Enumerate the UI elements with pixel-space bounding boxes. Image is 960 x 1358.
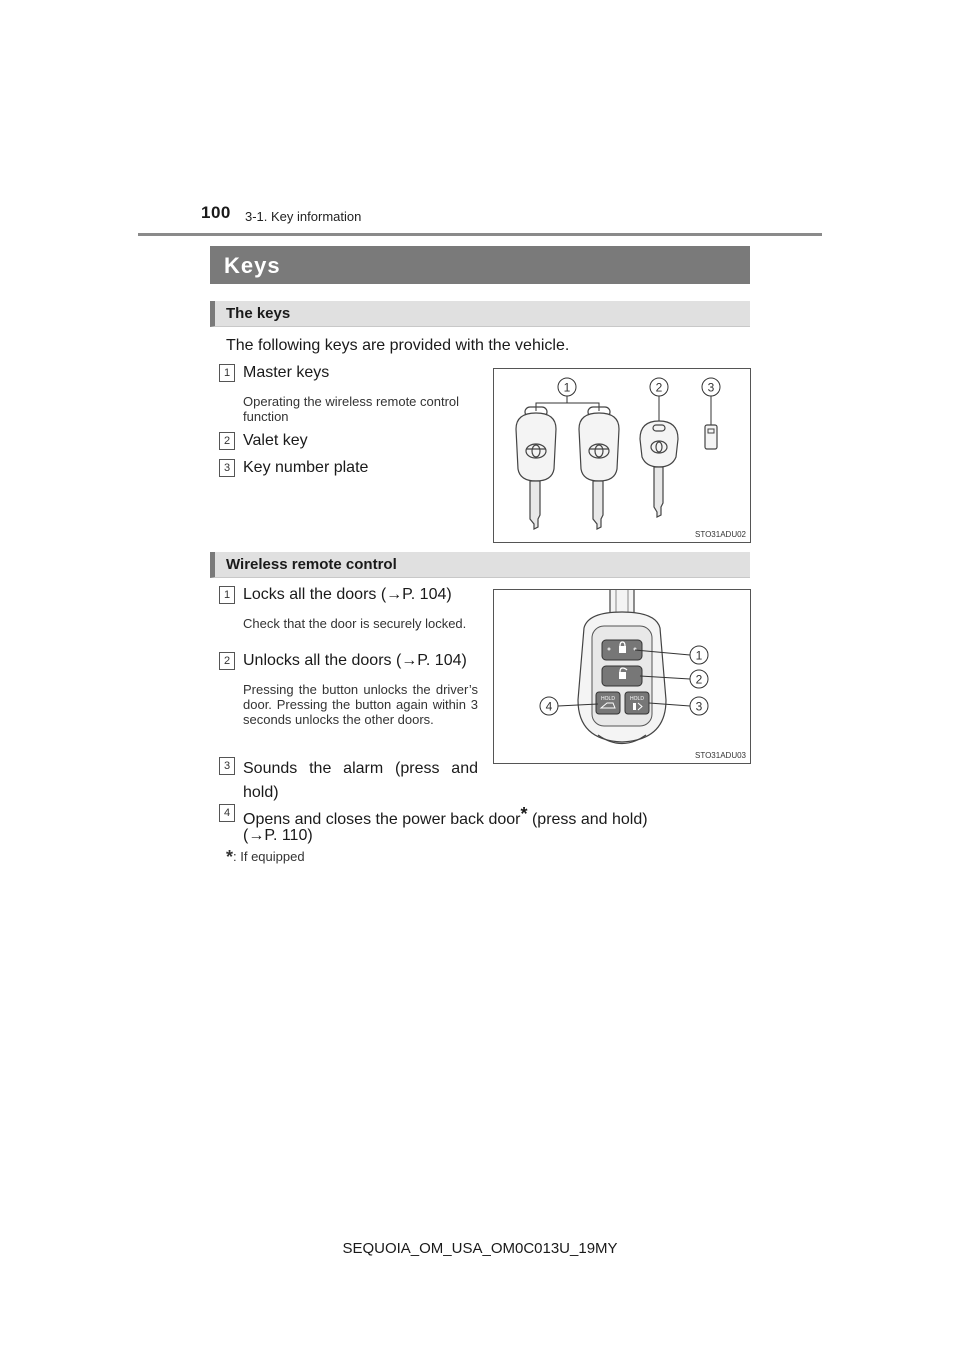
item-label-back-door	[243, 804, 648, 829]
item-number: 1	[219, 364, 235, 382]
breadcrumb: 3-1. Key information	[245, 209, 362, 224]
section-heading-wireless-remote	[210, 552, 750, 578]
item-number: 3	[219, 459, 235, 477]
figure-code: STO31ADU02	[695, 530, 746, 539]
callout-1: 1	[695, 648, 703, 663]
item-note: Operating the wireless remote control function	[243, 394, 460, 424]
section-heading-text: The keys	[226, 305, 291, 322]
hold-label: HOLD	[601, 696, 615, 702]
footnote-mark: *	[226, 847, 234, 867]
item-number: 2	[219, 432, 235, 450]
header-rule	[138, 233, 822, 236]
section-heading-text: Wireless remote control	[226, 556, 397, 573]
callout-2: 2	[695, 672, 703, 687]
page-number: 100	[201, 203, 231, 222]
item-number: 1	[219, 586, 235, 604]
item-number: 4	[219, 804, 235, 822]
item-note: Check that the door is securely locked.	[243, 616, 467, 631]
section-heading-keys	[210, 301, 750, 327]
item-label-text: (press and hold)	[527, 811, 648, 828]
callout-3: 3	[695, 699, 703, 714]
item-note: Pressing the button unlocks the driver’s door. Pressing the button again within 3 seconds unlocks the other doors.	[243, 682, 478, 727]
callout-2: 2	[655, 380, 663, 395]
callout-1: 1	[563, 380, 571, 395]
item-label-lock: Locks all the doors (→P. 104)	[243, 586, 452, 603]
item-number: 2	[219, 652, 235, 670]
keys-illustration	[494, 369, 750, 542]
footnote	[226, 847, 305, 868]
page-title: Keys	[224, 253, 281, 278]
footnote-star: *	[520, 804, 528, 824]
item-label-text: Opens and closes the power back door	[243, 811, 521, 828]
figure-wireless-remote	[493, 589, 751, 764]
footer-doc-id: SEQUOIA_OM_USA_OM0C013U_19MY	[342, 1240, 618, 1257]
item-label-unlock: Unlocks all the doors (→P. 104)	[243, 652, 467, 669]
item-label-reference: (→P. 110)	[243, 827, 313, 844]
footnote-text: : If equipped	[233, 849, 305, 864]
item-label-valet-key: Valet key	[243, 432, 308, 449]
page-title-bar	[210, 246, 750, 284]
remote-illustration	[494, 590, 750, 763]
item-label-alarm: Sounds the alarm (press and hold)	[243, 760, 478, 801]
callout-4: 4	[545, 699, 553, 714]
item-label-master-keys: Master keys	[243, 364, 330, 381]
callout-3: 3	[707, 380, 715, 395]
hold-label: HOLD	[630, 696, 644, 702]
item-label-key-number-plate: Key number plate	[243, 459, 369, 476]
item-number: 3	[219, 757, 235, 775]
section-intro: The following keys are provided with the vehicle.	[226, 337, 570, 354]
figure-keys	[493, 368, 751, 543]
figure-code: STO31ADU03	[695, 751, 746, 760]
